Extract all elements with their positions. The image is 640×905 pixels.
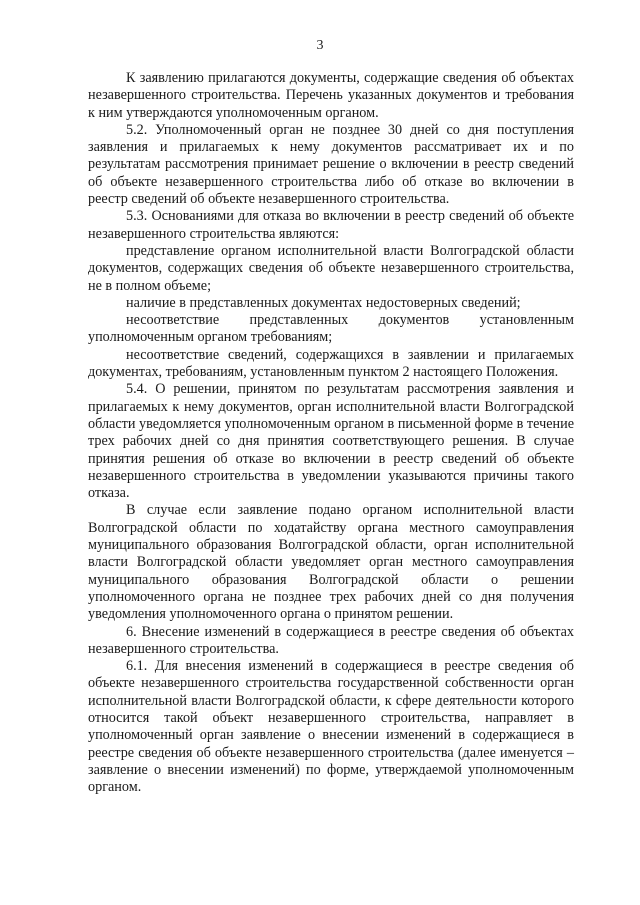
- paragraph-6-1: 6.1. Для внесения изменений в содержащиеся в реестре сведения об объекте незавершенного строительства государственной собственности орган исполнительной власти Волгоградской области, к сфере деятельности которого относится такой объект незавершенного строительства, направляет в уполномоченный орган заявление о внесении изменений в содержащиеся в реестре сведения об объекте незавершенного строительства (далее именуется – заявление о внесении изменений) по форме, утверждаемой уполномоченным органом.: [88, 658, 574, 796]
- paragraph-5-3: 5.3. Основаниями для отказа во включении в реестр сведений об объекте незавершенного строительства являются:: [88, 208, 574, 242]
- paragraph-5-3-item-4: несоответствие сведений, содержащихся в заявлении и прилагаемых документах, требованиям, установленным пунктом 2 настоящего Положения.: [88, 346, 574, 381]
- paragraph-5-3-item-2: наличие в представленных документах недостоверных сведений;: [126, 294, 521, 311]
- page-number: 3: [316, 38, 324, 53]
- document-body: [88, 70, 574, 796]
- paragraph-5-2: 5.2. Уполномоченный орган не позднее 30 дней со дня поступления заявления и прилагаемых к нему документов рассматривает их и по результатам рассмотрения принимает решение о включении в реестр сведений об объекте незавершенного строительства либо об отказе во включении в реестр сведений об объекте незавершенного строительства.: [88, 121, 574, 208]
- paragraph-5-3-item-1: представление органом исполнительной власти Волгоградской области документов, содержащих сведения об объекте незавершенного строительства, не в полном объеме;: [88, 242, 574, 294]
- paragraph-6: 6. Внесение изменений в содержащиеся в реестре сведения об объектах незавершенного строительства.: [88, 623, 574, 657]
- paragraph-5-3-item-3: несоответствие представленных документов установленным уполномоченным органом требованиям;: [88, 312, 574, 346]
- paragraph-5-4-continued: В случае если заявление подано органом исполнительной власти Волгоградской области по ходатайству органа местного самоуправления муниципального образования Волгоградской области, орган исполнительной власти Волгоградской области уведомляет орган местного самоуправления муниципального образования Волгоградской области о решении уполномоченного органа не позднее трех рабочих дней со дня получения уведомления уполномоченного органа о принятом решении.: [88, 502, 574, 623]
- paragraph-attachments: К заявлению прилагаются документы, содержащие сведения об объектах незавершенного строительства. Перечень указанных документов и требования к ним утверждаются уполномоченным органом.: [88, 70, 574, 121]
- paragraph-5-4: 5.4. О решении, принятом по результатам рассмотрения заявления и прилагаемых к нему документов, орган исполнительной власти Волгоградской области уведомляется уполномоченным органом в письменной форме в течение трех рабочих дней со дня принятия соответствующего решения. В случае принятия решения об отказе во включении в реестр сведений об объекте незавершенного строительства в уведомлении указываются причины такого отказа.: [88, 381, 574, 502]
